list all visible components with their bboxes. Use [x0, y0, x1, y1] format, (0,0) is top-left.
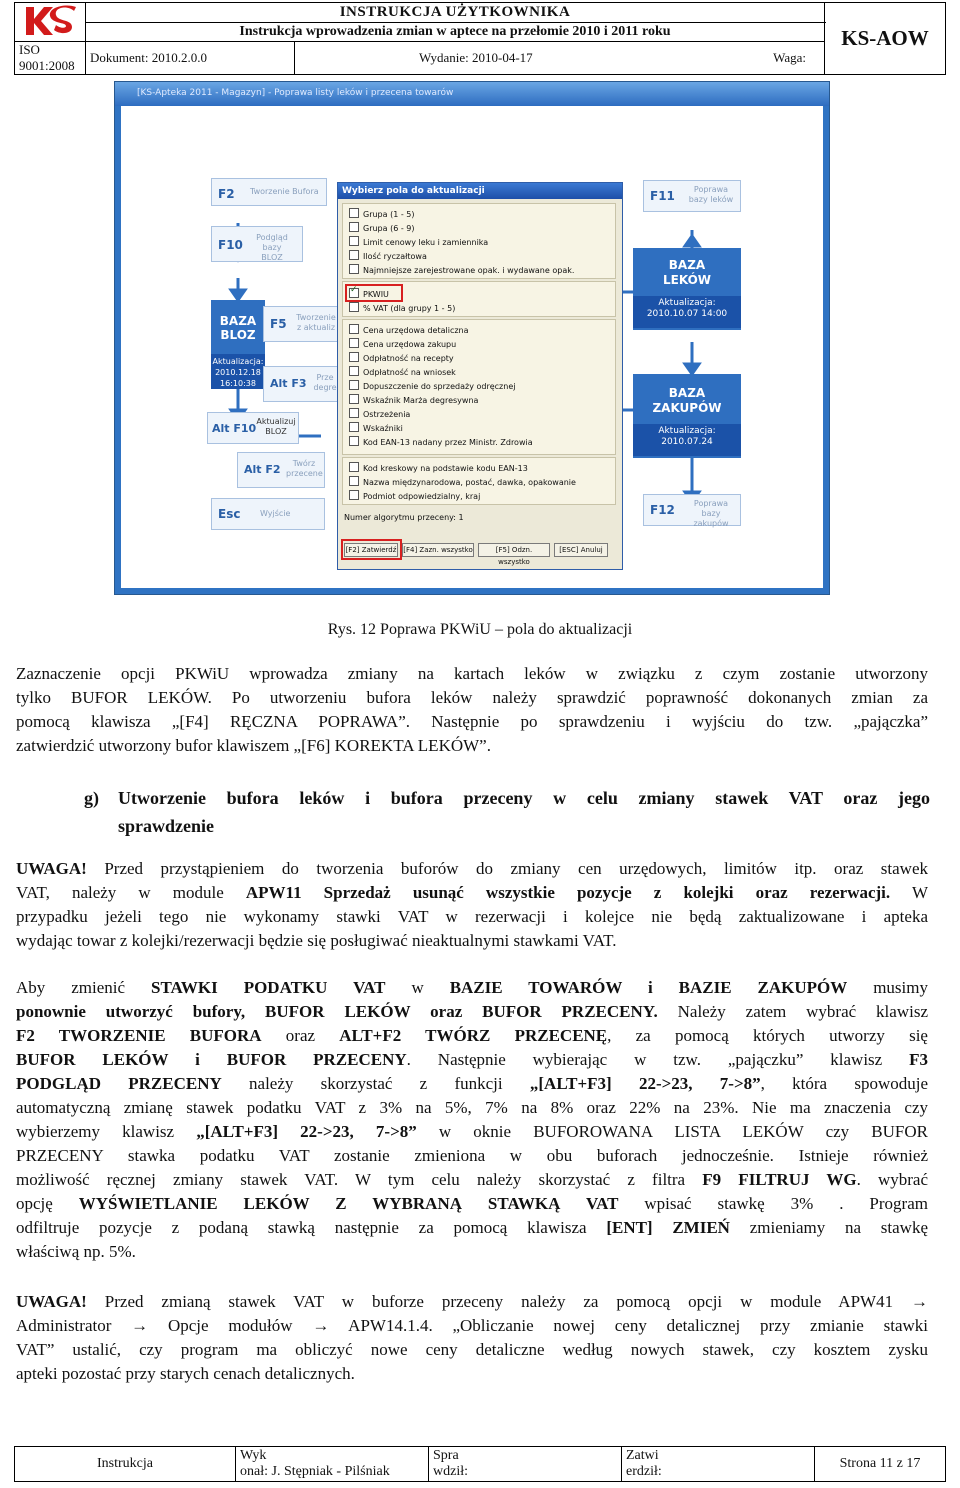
db-bloz-update-value: 2010.12.18 16:10:38 [215, 368, 261, 388]
para3-line: odfiltruje pozycje z podaną stawką następnie za pomocą klawisza [ENT] ZMIEŃ zmieniamy na stawkę [16, 1218, 929, 1237]
key-esc: Esc [218, 507, 241, 521]
key-alt-f3[interactable] [263, 366, 339, 402]
key-f5-tworzenie[interactable] [263, 306, 339, 342]
field-marza-degresywna[interactable]: Wskaźnik Marża degresywna [349, 394, 478, 406]
warning-label: UWAGA! [16, 1292, 87, 1311]
key-alt-f10-aktualizuj-bloz[interactable] [207, 412, 299, 444]
para2-line: przypadku jeżeli tego nie wykonamy stawki VAT w rezerwacji i kolejce nie będą zaktualizowane i apteka [16, 907, 928, 926]
footer-checked: Spra wdził: [429, 1447, 622, 1482]
header-code: KS-AOW [825, 3, 946, 75]
header-document: Dokument: 2010.2.0.0 [86, 42, 295, 75]
key-alt-f3-label: Prze degre [313, 373, 337, 392]
field-cena-urzedowa-detaliczna[interactable]: Cena urzędowa detaliczna [349, 324, 469, 336]
key-f2-label: Tworzenie Bufora [250, 187, 319, 196]
para1-line: Zaznaczenie opcji PKWiU wprowadza zmiany na kartach leków w związku z czym zostanie utworzony [16, 664, 928, 683]
document-header [14, 2, 946, 75]
confirm-button[interactable]: [F2] Zatwierdź [344, 543, 398, 557]
db-bloz-update [211, 354, 265, 389]
field-limit-cenowy[interactable]: Limit cenowy leku i zamiennika [349, 236, 488, 248]
dialog-title: Wybierz pola do aktualizacji [342, 186, 485, 196]
para2-line: VAT, należy w module APW11 Sprzedaż usunąć wszystkie pozycje z kolejki oraz rezerwacji. W [16, 883, 929, 902]
key-f11-poprawa-bazy-lekow[interactable] [643, 180, 741, 212]
select-fields-dialog [337, 182, 623, 570]
warning-label: UWAGA! [16, 859, 87, 878]
db-zakupy-update-label: Aktualizacja: [658, 426, 716, 436]
db-zakupy-update [633, 424, 741, 456]
field-odplatnosc-recepty[interactable]: Odpłatność na recepty [349, 352, 454, 364]
footer-author: Wyk onał: J. Stępniak - Pilśniak [236, 1447, 429, 1482]
pkwiu-highlight-box [345, 284, 403, 302]
footer-page-number: Strona 11 z 17 [815, 1447, 946, 1482]
key-alt-f10: Alt F10 [212, 422, 257, 435]
key-esc-wyjscie[interactable] [211, 498, 325, 530]
key-alt-f3-key: Alt F3 [270, 377, 307, 390]
field-group-4 [342, 457, 616, 505]
footer-approved: Zatwi erdził: [622, 1447, 815, 1482]
para3-line: wybierzemy klawisz „[ALT+F3] 22->23, 7->8” w oknie BUFOROWANA LISTA LEKÓW czy BUFOR [16, 1122, 928, 1141]
key-alt-f2-tworz-przecene[interactable] [237, 452, 325, 488]
para3-line: PRZECENY stawka podatku VAT zostanie zmieniona w obu buforach jednocześnie. Istnieje również [16, 1146, 928, 1165]
field-ostrzezenia[interactable]: Ostrzeżenia [349, 408, 410, 420]
header-weight: Waga: [773, 50, 806, 65]
field-najmniejsze-opak[interactable]: Najmniejsze zarejestrowane opak. i wydawane opak. [349, 264, 574, 276]
key-f11-label: Poprawa bazy leków [688, 185, 734, 204]
key-f10-podglad-bloz[interactable] [211, 226, 303, 262]
window-client-area [121, 106, 823, 588]
key-f12-poprawa-bazy-zakupow[interactable] [643, 494, 741, 526]
para3-line: ponownie utworzyć bufory, BUFOR LEKÓW oraz BUFOR PRZECENY. Należy zatem wybrać klawisz [16, 1002, 928, 1021]
deselect-all-button[interactable]: [F5] Odzn. wszystko [478, 543, 550, 557]
key-alt-f2: Alt F2 [244, 463, 281, 476]
paragraph-pkwiu [16, 662, 928, 758]
heading-line: Utworzenie bufora leków i bufora przeceny w celu zmiany stawek VAT oraz jego [118, 788, 930, 808]
para4-line: apteki pozostać przy starych cenach detalicznych. [16, 1364, 355, 1383]
para1-line: zatwierdzić utworzony bufor klawiszem „[F6] KOREKTA LEKÓW”. [16, 736, 491, 755]
application-screenshot [114, 81, 830, 595]
paragraph-vat-change [16, 976, 928, 1264]
key-f2: F2 [218, 187, 235, 201]
db-bloz-update-label: Aktualizacja: [212, 357, 264, 366]
para3-line: opcję WYŚWIETLANIE LEKÓW Z WYBRANĄ STAWKĄ VAT wpisać stawkę 3% . Program [16, 1194, 928, 1213]
para2-line: UWAGA! Przed przystąpieniem do tworzenia buforów do zmiany cen urzędowych, limitów itp. oraz stawek [16, 859, 928, 878]
field-kod-ean13[interactable]: Kod EAN-13 nadany przez Ministr. Zdrowia [349, 436, 533, 448]
para3-line: automatyczną zmianę stawek podatku VAT z 3% na 5%, 7% na 8% oraz 22% na 23%. Nie ma znaczenia czy [16, 1098, 928, 1117]
field-pkwiu[interactable]: PKWIU [349, 288, 389, 300]
field-nazwa-miedzynarodowa[interactable]: Nazwa międzynarodowa, postać, dawka, opakowanie [349, 476, 576, 488]
field-grupa-1-5[interactable]: Grupa (1 - 5) [349, 208, 414, 220]
header-iso: ISO 9001:2008 [15, 42, 86, 75]
field-dopuszczenie[interactable]: Dopuszczenie do sprzedaży odręcznej [349, 380, 515, 392]
para4-line: UWAGA! Przed zmianą stawek VAT w buforze przeceny należy za pomocą opcji w module APW41 → [16, 1292, 928, 1311]
para4-line: Administrator → Opcje modułów → APW14.1.4. „Obliczanie nowej ceny detalicznej przy zmianie stawki [16, 1316, 928, 1335]
field-kod-kreskowy[interactable]: Kod kreskowy na podstawie kodu EAN-13 [349, 462, 528, 474]
db-leki-panel [633, 248, 741, 330]
select-all-button[interactable]: [F4] Zazn. wszystko [402, 543, 474, 557]
db-zakupy-update-value: 2010.07.24 [661, 437, 713, 447]
db-bloz-panel [211, 300, 265, 388]
key-esc-label: Wyjście [260, 509, 291, 518]
document-footer [14, 1446, 946, 1482]
para2-line: wydając towar z kolejki/rezerwacji będzie się posługiwać nieaktualnymi stawkami VAT. [16, 931, 617, 950]
field-group-3 [342, 319, 616, 455]
key-f5: F5 [270, 317, 287, 331]
window-title: [KS-Apteka 2011 - Magazyn] - Poprawa listy leków i przecena towarów [137, 88, 454, 98]
db-zakupy-panel [633, 374, 741, 458]
heading-label: g) [84, 788, 99, 808]
key-f12-label: Poprawa bazy zakupów [693, 499, 729, 528]
field-group-2 [342, 281, 616, 317]
key-f12: F12 [650, 503, 675, 517]
header-subtitle: Instrukcja wprowadzenia zmian w aptece na przełomie 2010 i 2011 roku [86, 22, 825, 42]
para3-line: właściwą np. 5%. [16, 1242, 136, 1261]
para4-line: VAT” ustalić, czy program ma obliczyć nowe ceny detaliczne według nowych stawek, czy kosztem zysku [16, 1340, 928, 1359]
paragraph-warning-apw41 [16, 1290, 928, 1386]
cancel-button[interactable]: [ESC] Anuluj [554, 543, 608, 557]
db-leki-update [633, 296, 741, 328]
para3-line: możliwość ręcznej zmiany stawek VAT. W tym celu należy skorzystać z filtra F9 FILTRUJ WG. wybrać [16, 1170, 928, 1189]
window-titlebar [115, 82, 829, 106]
key-alt-f2-label: Twórz przecene [286, 459, 323, 478]
confirm-highlight-box [341, 539, 402, 560]
db-zakupy-name: BAZA ZAKUPÓW [652, 386, 722, 415]
heading-line: sprawdzenie [118, 816, 214, 836]
ks-logo-icon [20, 3, 80, 41]
algorithm-number: Numer algorytmu przeceny: 1 [344, 513, 464, 522]
db-leki-update-value: 2010.10.07 14:00 [646, 309, 728, 319]
header-edition-text: Wydanie: 2010-04-17 [419, 50, 533, 65]
key-f5-label: Tworzenie z aktualiz [296, 313, 336, 332]
key-f2-tworzenie-bufora[interactable] [211, 178, 327, 206]
para1-line: tylko BUFOR LEKÓW. Po utworzeniu bufora leków należy sprawdzić poprawność dokonanych zmian za [16, 688, 928, 707]
field-vat-grupa[interactable]: % VAT (dla grupy 1 - 5) [349, 302, 455, 314]
db-bloz-name: BAZA BLOZ [219, 314, 257, 342]
logo-cell [15, 3, 86, 42]
key-f10: F10 [218, 238, 243, 252]
db-leki-name: BAZA LEKÓW [662, 258, 712, 287]
paragraph-warning-queue [16, 857, 928, 953]
field-odplatnosc-wniosek[interactable]: Odpłatność na wniosek [349, 366, 456, 378]
field-wskazniki[interactable]: Wskaźniki [349, 422, 403, 434]
header-edition [295, 42, 825, 75]
field-ilosc-ryczaltowa[interactable]: Ilość ryczałtowa [349, 250, 427, 262]
key-f11: F11 [650, 189, 675, 203]
field-group-1 [342, 203, 616, 279]
field-podmiot-odpowiedzialny[interactable]: Podmiot odpowiedzialny, kraj [349, 490, 480, 502]
para3-line: Aby zmienić STAWKI PODATKU VAT w BAZIE TOWARÓW i BAZIE ZAKUPÓW musimy [16, 978, 928, 997]
para1-line: pomocą klawisza „[F4] RĘCZNA POPRAWA”. Następnie po sprawdzeniu i wyjściu do tzw. „pajączka” [16, 712, 928, 731]
para3-line: F2 TWORZENIE BUFORA oraz ALT+F2 TWÓRZ PRZECENĘ, za pomocą których utworzy się [16, 1026, 928, 1045]
figure-caption: Rys. 12 Poprawa PKWiU – pola do aktualizacji [327, 621, 633, 638]
para3-line: BUFOR LEKÓW i BUFOR PRZECENY. Następnie wybierając w tzw. „pajączku” klawisz F3 [16, 1050, 928, 1069]
para3-line: PODGLĄD PRZECENY należy skorzystać z funkcji „[ALT+F3] 22->23, 7->8”, która spowoduje [16, 1074, 929, 1093]
footer-instruction: Instrukcja [15, 1447, 236, 1482]
db-leki-update-label: Aktualizacja: [658, 298, 716, 308]
header-title: INSTRUKCJA UŻYTKOWNIKA [86, 3, 825, 23]
key-f10-label: Podgląd bazy BLOZ [256, 233, 288, 262]
dialog-titlebar [338, 183, 622, 199]
field-cena-urzedowa-zakupu[interactable]: Cena urzędowa zakupu [349, 338, 456, 350]
pkwiu-check-icon: ✓ [350, 285, 358, 295]
key-alt-f10-label: Aktualizuj BLOZ [256, 417, 296, 436]
field-grupa-6-9[interactable]: Grupa (6 - 9) [349, 222, 414, 234]
